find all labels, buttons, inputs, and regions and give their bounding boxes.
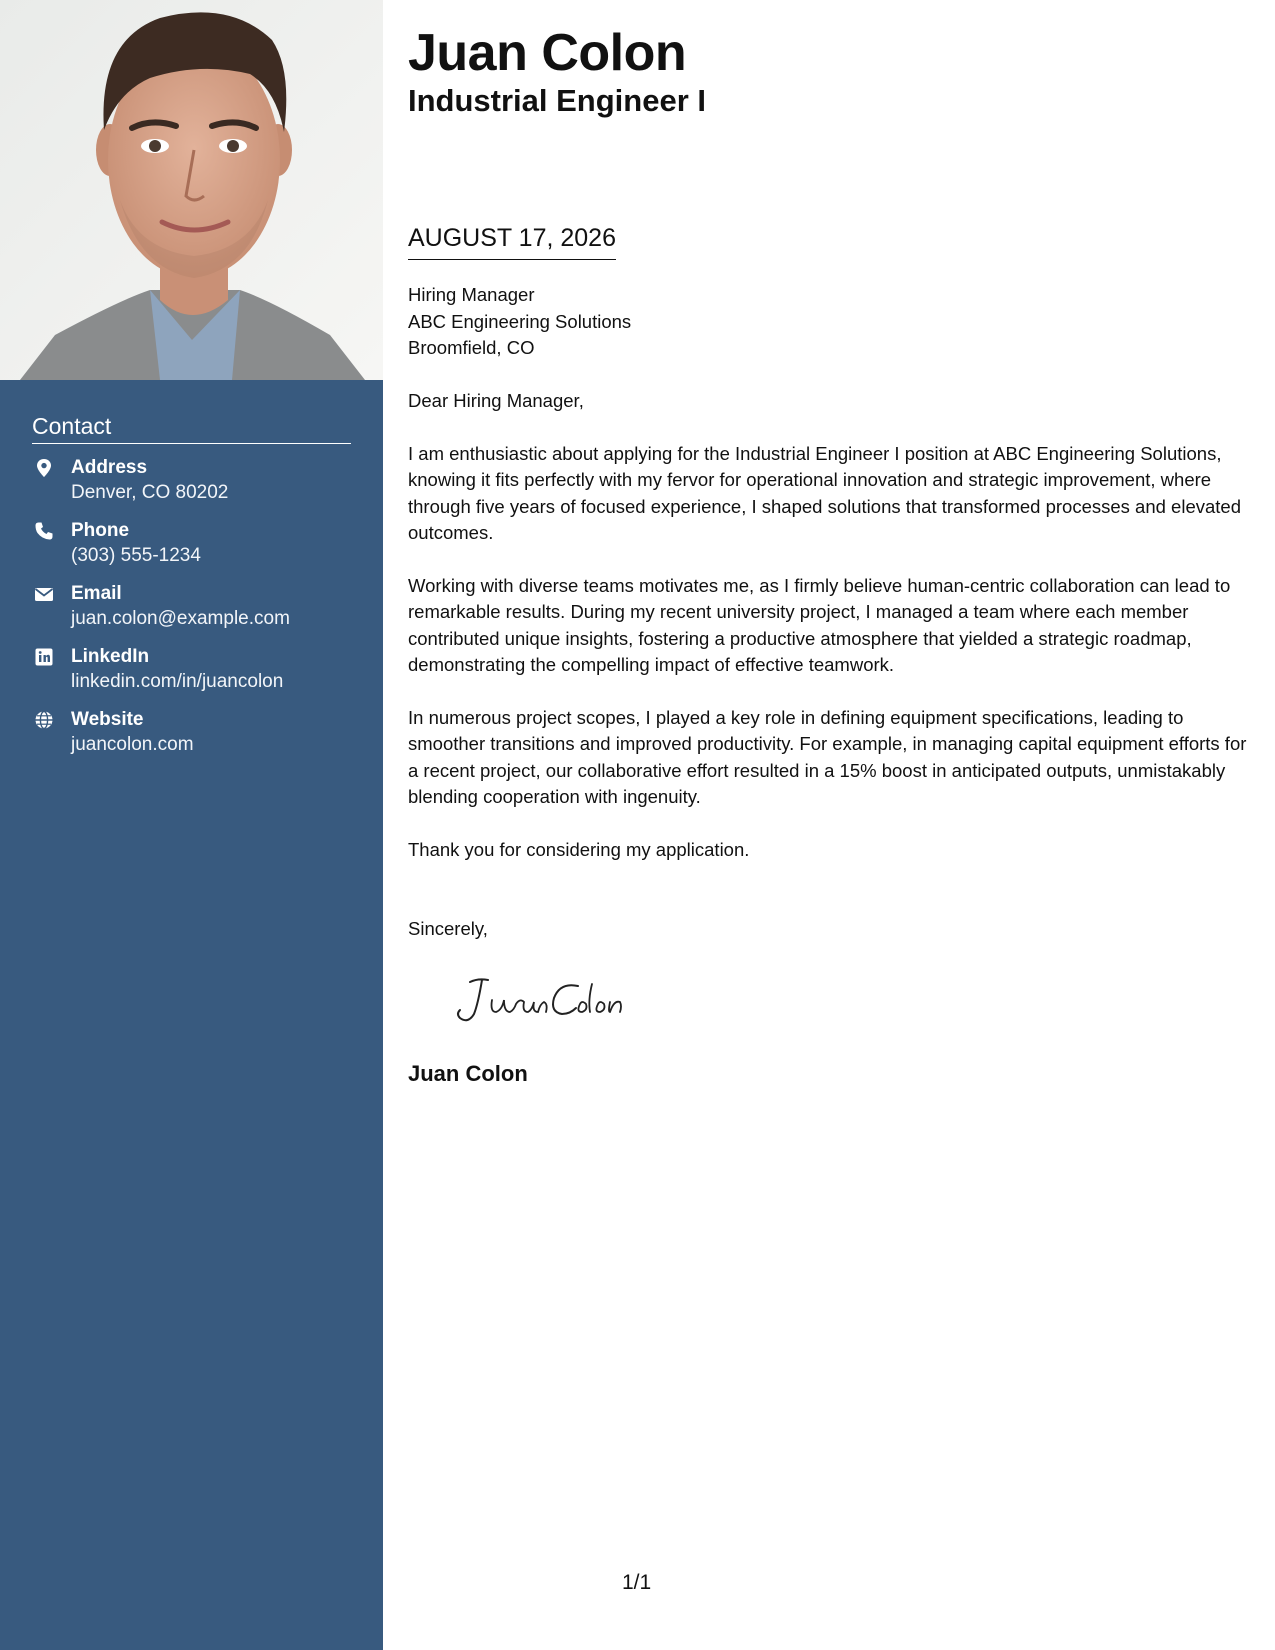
recipient-block bbox=[408, 282, 631, 362]
globe-icon bbox=[34, 710, 54, 730]
email-label: Email bbox=[71, 583, 122, 604]
address-label: Address bbox=[71, 457, 148, 478]
sidebar bbox=[0, 0, 383, 1650]
envelope-icon bbox=[34, 584, 54, 604]
greeting: Dear Hiring Manager, bbox=[408, 390, 584, 411]
phone-value: (303) 555-1234 bbox=[71, 545, 201, 566]
letter-body bbox=[408, 388, 1253, 889]
contact-address bbox=[32, 456, 351, 519]
website-label: Website bbox=[71, 709, 144, 730]
contact-phone bbox=[32, 519, 351, 582]
profile-photo bbox=[0, 0, 383, 380]
linkedin-value[interactable]: linkedin.com/in/juancolon bbox=[71, 671, 284, 692]
paragraph: I am enthusiastic about applying for the Industrial Engineer I position at ABC Engineering Solutions, knowing it fits perfectly with my fervor for operational innovation and strategic improvement, where through five years of focused experience, I shaped solutions that transformed processes and elevated outcomes. bbox=[408, 442, 1241, 543]
email-value[interactable]: juan.colon@example.com bbox=[71, 608, 290, 629]
website-value[interactable]: juancolon.com bbox=[71, 734, 194, 755]
job-title: Industrial Engineer I bbox=[408, 83, 706, 118]
applicant-name: Juan Colon bbox=[408, 24, 687, 82]
contact-linkedin bbox=[32, 645, 351, 708]
contact-heading: Contact bbox=[32, 412, 351, 444]
contact-section bbox=[32, 412, 351, 771]
recipient-title: Hiring Manager bbox=[408, 284, 535, 305]
map-pin-icon bbox=[34, 458, 54, 478]
linkedin-icon bbox=[34, 647, 54, 667]
letter-date: AUGUST 17, 2026 bbox=[408, 222, 616, 260]
signer-name: Juan Colon bbox=[408, 1061, 528, 1086]
phone-icon bbox=[34, 521, 54, 541]
phone-label: Phone bbox=[71, 520, 130, 541]
recipient-location: Broomfield, CO bbox=[408, 337, 535, 358]
address-value: Denver, CO 80202 bbox=[71, 482, 229, 503]
page-number: 1/1 bbox=[622, 1571, 652, 1594]
linkedin-label: LinkedIn bbox=[71, 646, 150, 667]
closing: Sincerely, bbox=[408, 918, 488, 939]
paragraph: Thank you for considering my application. bbox=[408, 838, 750, 860]
paragraph: Working with diverse teams motivates me, as I firmly believe human-centric collaboration can lead to remarkable results. During my recent university project, I managed a team where each member contributed unique insights, fostering a productive atmosphere that yielded a strategic roadmap, demonstrating the compelling impact of effective teamwork. bbox=[408, 574, 1231, 675]
paragraph: In numerous project scopes, I played a key role in defining equipment specifications, leading to smoother transitions and improved productivity. For example, in managing capital equipment efforts for a recent project, our collaborative effort resulted in a 15% boost in anticipated outputs, unmistakably blending cooperation with ingenuity. bbox=[408, 706, 1247, 807]
contact-email bbox=[32, 582, 351, 645]
recipient-company: ABC Engineering Solutions bbox=[408, 310, 632, 332]
contact-website bbox=[32, 708, 351, 771]
handwritten-signature bbox=[448, 970, 648, 1030]
